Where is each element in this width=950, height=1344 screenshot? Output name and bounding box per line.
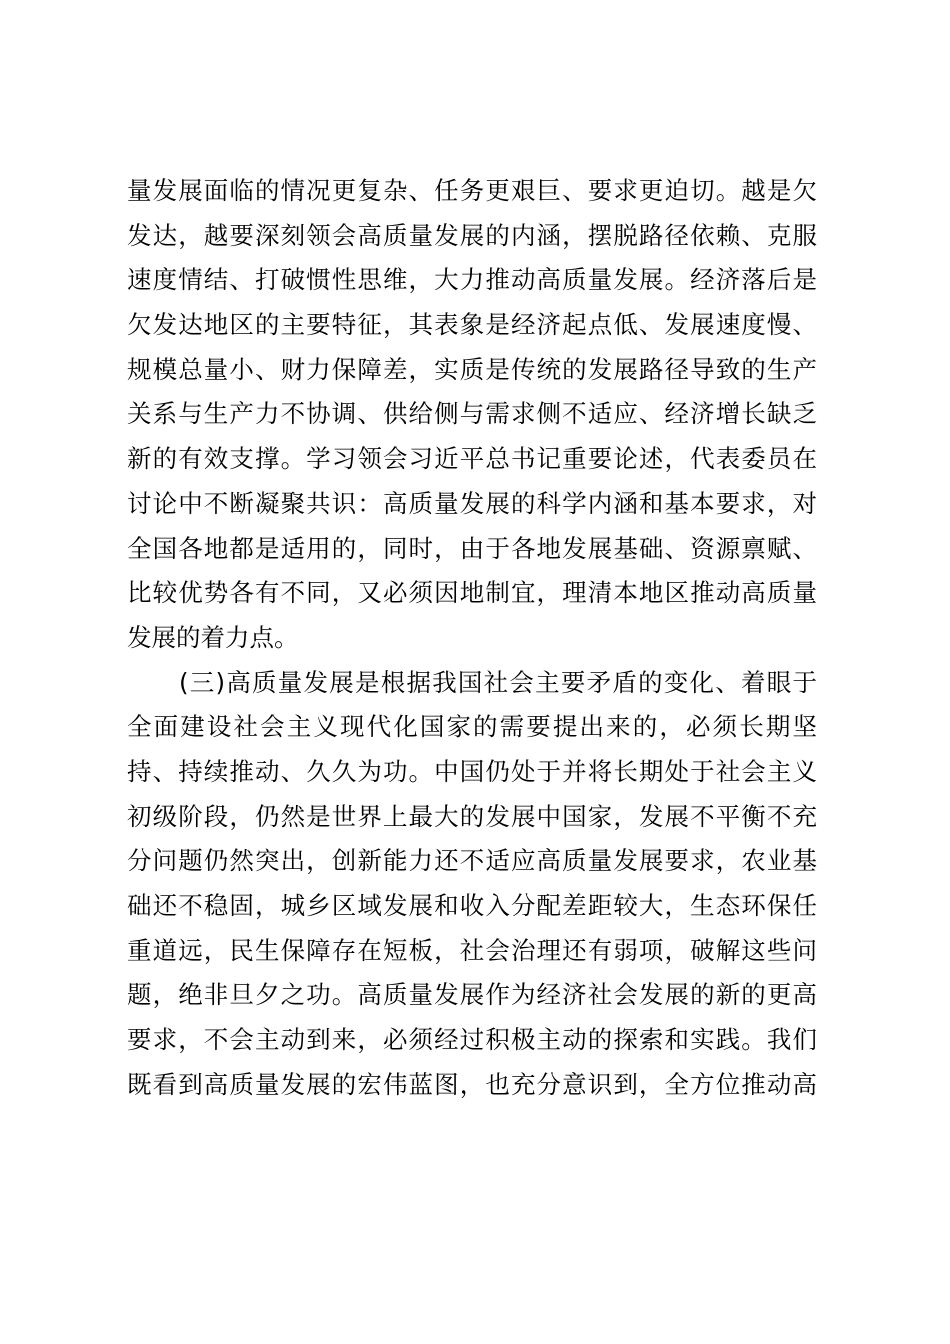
text-line: 讨论中不断凝聚共识：高质量发展的科学内涵和基本要求，对 — [127, 488, 817, 518]
text-line: 重道远，民生保障存在短板，社会治理还有弱项，破解这些问 — [127, 935, 817, 965]
text-line: 分问题仍然突出，创新能力还不适应高质量发展要求，农业基 — [127, 846, 817, 876]
text-line: 新的有效支撑。学习领会习近平总书记重要论述，代表委员在 — [127, 444, 817, 474]
text-line: 规模总量小、财力保障差，实质是传统的发展路径导致的生产 — [127, 354, 817, 384]
text-line: 题，绝非旦夕之功。高质量发展作为经济社会发展的新的更高 — [127, 980, 817, 1010]
text-line: 量发展面临的情况更复杂、任务更艰巨、要求更迫切。越是欠 — [127, 176, 817, 205]
text-line: 欠发达地区的主要特征，其表象是经济起点低、发展速度慢、 — [127, 310, 817, 340]
paragraph-2 — [127, 661, 827, 1108]
text-line: 既看到高质量发展的宏伟蓝图，也充分意识到，全方位推动高 — [127, 1069, 817, 1099]
text-line: 发达，越要深刻领会高质量发展的内涵，摆脱路径依赖、克服 — [127, 220, 817, 250]
text-line: 发展的着力点。 — [127, 622, 299, 652]
text-line-indented: (三)高质量发展是根据我国社会主要矛盾的变化、着眼于 — [179, 667, 817, 697]
text-line: 速度情结、打破惯性思维，大力推动高质量发展。经济落后是 — [127, 265, 817, 295]
text-line: 比较优势各有不同，又必须因地制宜，理清本地区推动高质量 — [127, 578, 817, 608]
text-line: 全国各地都是适用的，同时，由于各地发展基础、资源禀赋、 — [127, 533, 817, 563]
text-line: 础还不稳固，城乡区域发展和收入分配差距较大，生态环保任 — [127, 891, 817, 920]
paragraph-1 — [127, 169, 827, 661]
body-text — [127, 169, 827, 1107]
text-line: 初级阶段，仍然是世界上最大的发展中国家，发展不平衡不充 — [127, 801, 817, 831]
text-line: 要求，不会主动到来，必须经过积极主动的探索和实践。我们 — [127, 1025, 817, 1055]
text-line: 关系与生产力不协调、供给侧与需求侧不适应、经济增长缺乏 — [127, 399, 817, 429]
text-line: 持、持续推动、久久为功。中国仍处于并将长期处于社会主义 — [127, 756, 817, 786]
text-line: 全面建设社会主义现代化国家的需要提出来的，必须长期坚 — [127, 712, 817, 742]
